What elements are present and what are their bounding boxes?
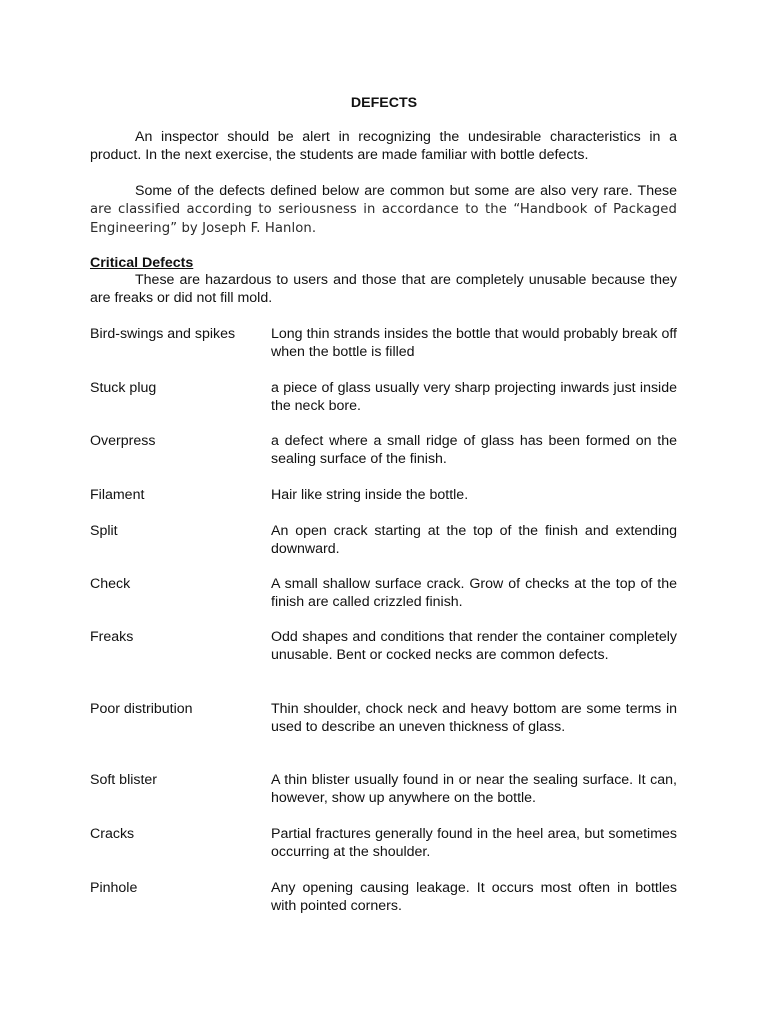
intro-paragraph-2-first: Some of the defects defined below are common but some are also very rare. These <box>135 183 677 199</box>
section-heading: Critical Defects <box>90 255 194 271</box>
defect-term: Cracks <box>90 826 135 842</box>
defect-definition: a defect where a small ridge of glass has been formed on the sealing surface of the finish. <box>271 433 677 467</box>
defect-definition: Long thin strands insides the bottle that would probably break off when the bottle is filled <box>271 326 677 360</box>
defect-definition: An open crack starting at the top of the finish and extending downward. <box>271 523 677 557</box>
defect-term: Overpress <box>90 433 156 449</box>
defect-definition: Any opening causing leakage. It occurs most often in bottles with pointed corners. <box>271 880 677 914</box>
defect-definition: Thin shoulder, chock neck and heavy bottom are some terms in used to describe an uneven thickness of glass. <box>271 701 677 735</box>
defect-definition: Hair like string inside the bottle. <box>271 487 469 503</box>
defect-term: Filament <box>90 487 145 503</box>
defect-definition: a piece of glass usually very sharp projecting inwards just inside the neck bore. <box>271 380 677 414</box>
document-title: DEFECTS <box>350 95 418 111</box>
section-intro: These are hazardous to users and those that are completely unusable because they are freaks or did not fill mold. <box>90 272 677 306</box>
defect-term: Stuck plug <box>90 380 157 396</box>
intro-paragraph-1: An inspector should be alert in recognizing the undesirable characteristics in a product. In the next exercise, the students are made familiar with bottle defects. <box>90 129 677 163</box>
defect-term: Split <box>90 523 118 539</box>
defect-term: Soft blister <box>90 772 158 788</box>
defect-definition: Partial fractures generally found in the heel area, but sometimes occurring at the shoulder. <box>271 826 677 860</box>
intro-paragraph-2 <box>90 182 677 238</box>
defect-definition: A small shallow surface crack. Grow of checks at the top of the finish are called crizzled finish. <box>271 576 677 610</box>
defect-term: Freaks <box>90 629 134 645</box>
defect-term: Bird-swings and spikes <box>90 326 236 342</box>
defect-term: Check <box>90 576 131 592</box>
defect-term: Poor distribution <box>90 701 193 717</box>
defect-term: Pinhole <box>90 880 138 896</box>
defect-definition: A thin blister usually found in or near the sealing surface. It can, however, show up anywhere on the bottle. <box>271 772 677 806</box>
intro-paragraph-2-rest: are classified according to seriousness in accordance to the “Handbook of Packaged Engineering” by Joseph F. Hanlon. <box>90 202 677 236</box>
defect-definition: Odd shapes and conditions that render the container completely unusable. Bent or cocked necks are common defects. <box>271 629 677 663</box>
